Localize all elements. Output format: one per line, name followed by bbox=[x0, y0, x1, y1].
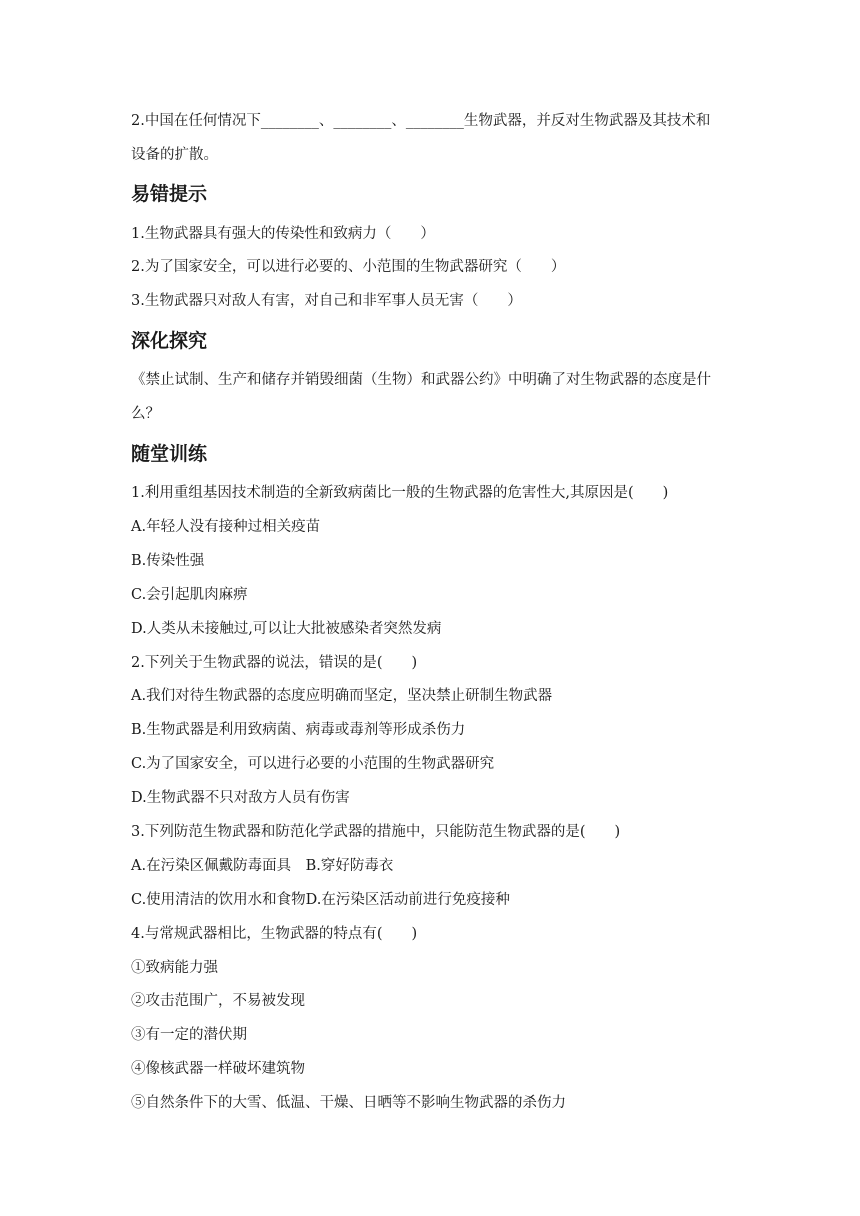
list-item: ③有一定的潜伏期 bbox=[131, 1027, 247, 1043]
answer-option: C.会引起肌肉麻痹 bbox=[131, 587, 248, 603]
question-line: 2.中国在任何情况下________、________、________生物武器，并反对生物武器及其技术和 bbox=[131, 113, 711, 129]
answer-option: C.为了国家安全，可以进行必要的小范围的生物武器研究 bbox=[131, 756, 495, 772]
answer-option: A.我们对待生物武器的态度应明确而坚定，坚决禁止研制生物武器 bbox=[131, 688, 553, 704]
answer-option: D.人类从未接触过,可以让大批被感染者突然发病 bbox=[131, 621, 442, 637]
answer-option: B.生物武器是利用致病菌、病毒或毒剂等形成杀伤力 bbox=[131, 722, 466, 738]
question-line: 设备的扩散。 bbox=[131, 147, 218, 163]
list-item: 2.为了国家安全，可以进行必要的、小范围的生物武器研究（ ） bbox=[131, 259, 566, 275]
answer-option: B.传染性强 bbox=[131, 553, 205, 569]
list-item: 1.生物武器具有强大的传染性和致病力（ ） bbox=[131, 226, 435, 242]
answer-option: D.生物武器不只对敌方人员有伤害 bbox=[131, 790, 350, 806]
question-stem: 2.下列关于生物武器的说法，错误的是( ) bbox=[131, 655, 418, 671]
list-item: ①致病能力强 bbox=[131, 960, 218, 976]
question-line: 《禁止试制、生产和储存并销毁细菌（生物）和武器公约》中明确了对生物武器的态度是什 bbox=[131, 372, 711, 388]
question-stem: 1.利用重组基因技术制造的全新致病菌比一般的生物武器的危害性大,其原因是( ) bbox=[131, 485, 669, 501]
list-item: ④像核武器一样破坏建筑物 bbox=[131, 1061, 305, 1077]
question-line: 么？ bbox=[131, 406, 160, 422]
list-item: ⑤自然条件下的大雪、低温、干燥、日晒等不影响生物武器的杀伤力 bbox=[131, 1095, 566, 1111]
list-item: 3.生物武器只对敌人有害，对自己和非军事人员无害（ ） bbox=[131, 293, 522, 309]
question-stem: 4.与常规武器相比，生物武器的特点有( ) bbox=[131, 926, 418, 942]
question-stem: 3.下列防范生物武器和防范化学武器的措施中，只能防范生物武器的是( ) bbox=[131, 824, 621, 840]
section-heading-explore: 深化探究 bbox=[131, 330, 208, 352]
section-heading-errors: 易错提示 bbox=[131, 183, 208, 205]
answer-option: C.使用清洁的饮用水和食物D.在污染区活动前进行免疫接种 bbox=[131, 892, 510, 908]
answer-option: A.在污染区佩戴防毒面具 B.穿好防毒衣 bbox=[131, 858, 394, 874]
section-heading-practice: 随堂训练 bbox=[131, 443, 208, 465]
answer-option: A.年轻人没有接种过相关疫苗 bbox=[131, 519, 321, 535]
list-item: ②攻击范围广，不易被发现 bbox=[131, 993, 305, 1009]
